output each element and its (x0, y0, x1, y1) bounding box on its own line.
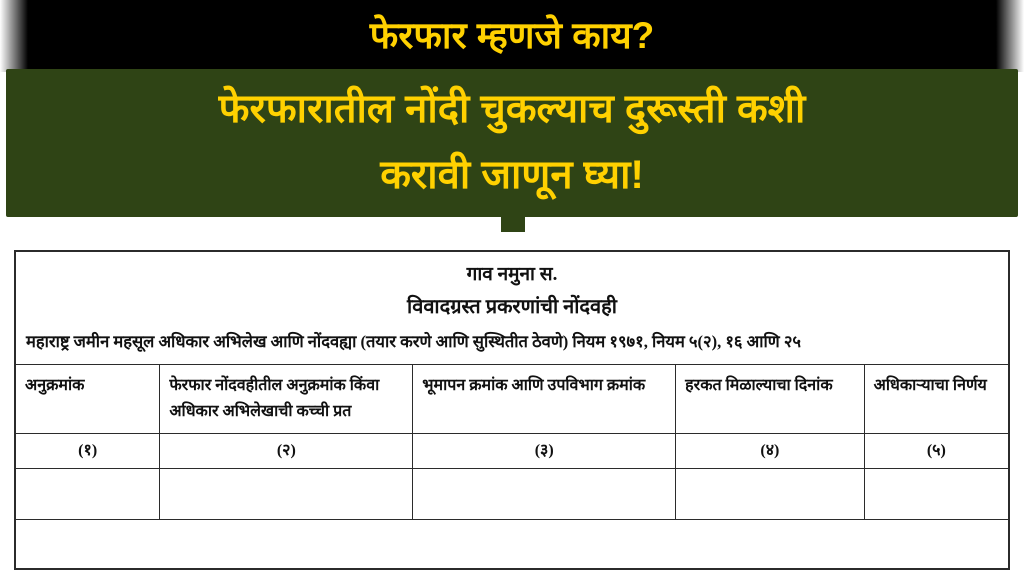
document-title-village-form: गाव नमुना स. (466, 264, 558, 285)
cell-objection-date (676, 469, 864, 520)
table-header-row (16, 365, 1008, 434)
headline-main (20, 76, 1004, 208)
document-title-register: विवादग्रस्त प्रकरणांची नोंदवही (407, 296, 617, 318)
column-header-officer-decision: अधिकाऱ्याचा निर्णय (864, 365, 1008, 434)
column-header-objection-date: हरकत मिळाल्याचा दिनांक (676, 365, 864, 434)
column-number-1: (१) (16, 434, 160, 469)
top-banner (0, 0, 1024, 240)
ledger-table (16, 364, 1008, 520)
cell-officer-decision (864, 469, 1008, 520)
cell-survey-number (413, 469, 676, 520)
column-number-3: (३) (413, 434, 676, 469)
column-number-4: (४) (676, 434, 864, 469)
table-row (16, 469, 1008, 520)
table-column-number-row (16, 434, 1008, 469)
document-rule-reference: महाराष्ट्र जमीन महसूल अधिकार अभिलेख आणि नोंदवह्या (तयार करणे आणि सुस्थितीत ठेवणे) नियम १९७१, नियम ५(२), १६ आणि २५ (26, 332, 801, 351)
document-page (14, 250, 1010, 570)
column-number-2: (२) (160, 434, 413, 469)
column-header-mutation-entry: फेरफार नोंदवहीतील अनुक्रमांक किंवा अधिकार अभिलेखाची कच्ची प्रत (160, 365, 413, 434)
column-header-survey-number: भूमापन क्रमांक आणि उपविभाग क्रमांक (413, 365, 676, 434)
cell-serial (16, 469, 160, 520)
column-header-serial: अनुक्रमांक (16, 365, 160, 434)
headline-main-line1: फेरफारातील नोंदी चुकल्याच दुरूस्ती कशी (218, 87, 806, 131)
column-number-5: (५) (864, 434, 1008, 469)
headline-question: फेरफार म्हणजे काय? (369, 15, 655, 56)
headline-main-line2: करावी जाणून घ्या! (380, 153, 644, 197)
page-top-edge (14, 232, 1010, 250)
cell-mutation-entry (160, 469, 413, 520)
